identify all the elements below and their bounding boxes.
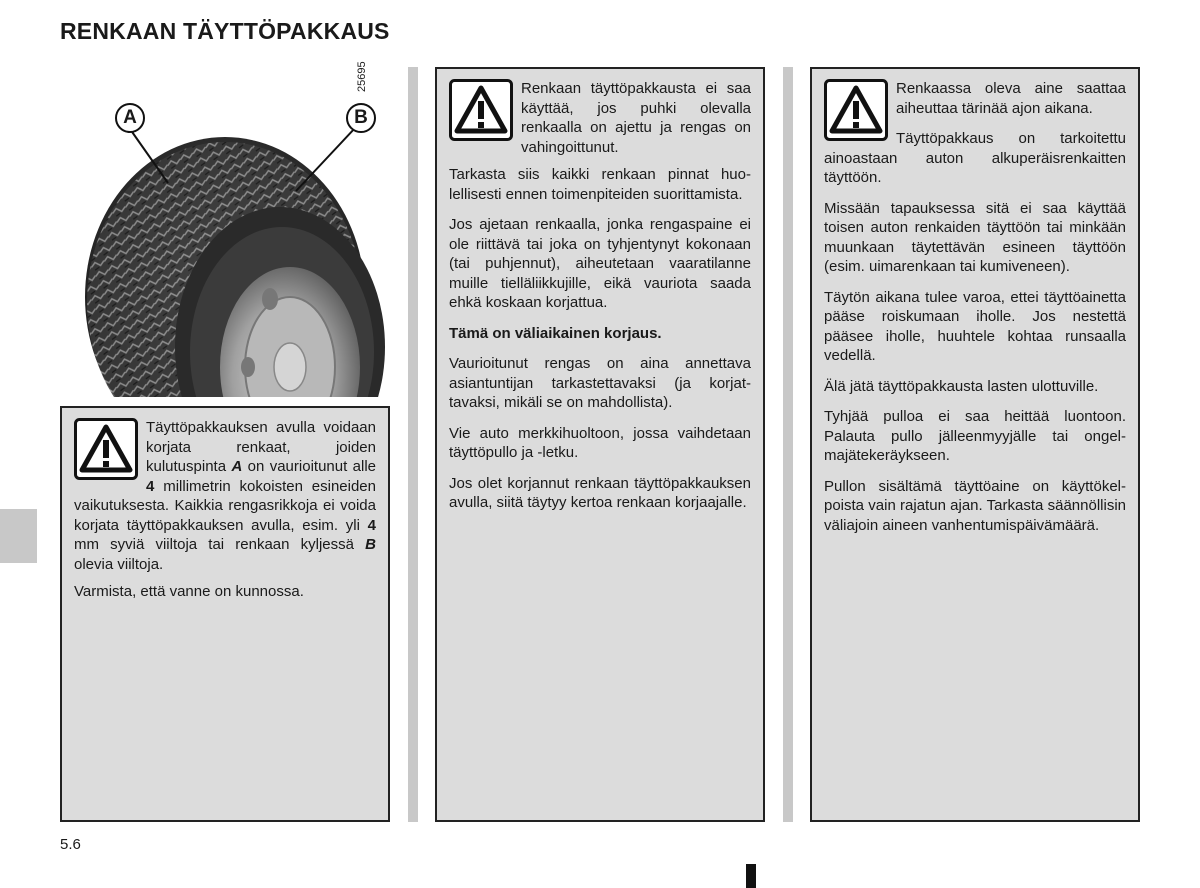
paragraph: Pullon sisältämä täyttöaine on käyttökelpoista vain rajatun ajan. Tarkasta säännöllisin väliajoin aineen vanhentumispäivämäärä. [824,477,1126,534]
warning-box-sealant [810,67,1140,822]
page-edge-marker [746,864,756,888]
paragraph: Täyttöpakkaus on tarkoitettu ainoastaan auton alkuperäisrenkaitten täyttöön. [824,130,1126,186]
column-divider [408,67,418,822]
paragraph: Vaurioitunut rengas on aina annettava asiantuntijan tarkastettavaksi (ja korjattavaksi, mikäli se on mahdollista). [449,355,751,411]
paragraph: Renkaassa oleva aine saattaa aiheuttaa tärinää ajon aikana. [896,80,1126,117]
column-divider [783,67,793,822]
tire-illustration [60,67,390,397]
figure-number: 25695 [356,61,368,92]
paragraph: Tyhjää pulloa ei saa heittää luontoon. Palauta pullo jälleenmyyjälle tai ongelmajätekeräykseen. [824,408,1126,464]
paragraph: Älä jätä täyttöpakkausta lasten ulottuville. [824,377,1099,395]
paragraph: Tarkasta siis kaikki renkaan pinnat huolellisesti ennen toimenpiteiden suorittamista. [449,166,751,203]
paragraph: Varmista, että vanne on kunnossa. [74,583,304,600]
paragraph: Vie auto merkkihuoltoon, jossa vaihdetaan täyttöpullo ja -letku. [449,424,751,461]
warning-text: Täyttöpakkauksen avulla voidaan korjata renkaat, joiden kulutuspinta A on vaurioitunut alle 4 millimetrin kokoisten esineiden vaikutuksesta. Kaikkia rengasrikkoja ei voida korjata täyttöpakkauksen avulla, esim. yli 4 mm syviä viiltoja tai renkaan kyljessä B olevia viiltoja. [74,419,376,573]
warning-box-tread-repair [60,406,390,822]
paragraph: Jos ajetaan renkaalla, jonka rengaspaine ei ole riittävä tai joka on tyhjentynyt kokonaan (tai puhjennut), aiheutetaan vaaratilanne muille tielläliikkujille, eikä vauriota saada ehkä koskaan korjattua. [449,216,751,311]
callout-b: B [346,103,376,133]
paragraph: Täytön aikana tulee varoa, ettei täyttöainetta pääse roiskumaan iholle. Jos nestettä pääsee iholle, huuhtele kohtaa runsaalla vedellä. [824,288,1126,364]
warning-triangle-icon [74,418,138,480]
page-number: 5.6 [60,836,81,853]
paragraph-bold: Tämä on väliaikainen korjaus. [449,324,662,342]
paragraph: Missään tapauksessa sitä ei saa käyttää toisen auton renkaiden täyttöön tai minkään muunkaan täytettävän esineen täyttöön (esim. uimarenkaan tai kumiveneen). [824,199,1126,275]
paragraph: Renkaan täyttöpakkausta ei saa käyttää, jos puhki olevalla renkaalla on ajettu ja rengas on vahingoittunut. [521,80,751,156]
warning-box-usage [435,67,765,822]
chapter-tab [0,509,37,563]
callout-a: A [115,103,145,133]
page-title: RENKAAN TÄYTTÖPAKKAUS [60,18,390,44]
warning-triangle-icon [449,79,513,141]
warning-triangle-icon [824,79,888,141]
paragraph: Jos olet korjannut renkaan täyttöpakkauksen avulla, siitä täytyy kertoa renkaan korjaajalle. [449,474,751,511]
